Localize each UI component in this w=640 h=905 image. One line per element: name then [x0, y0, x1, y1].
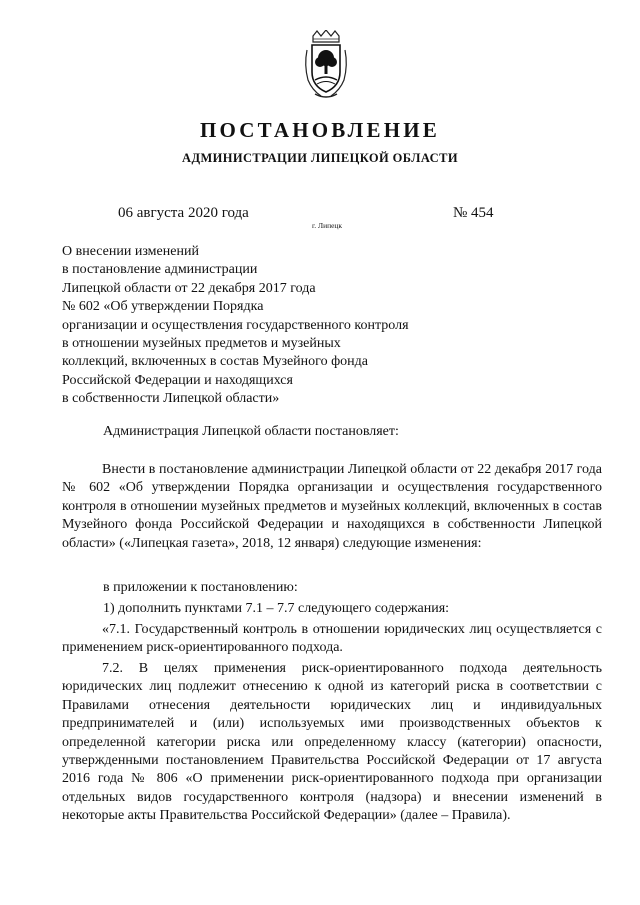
body-paragraph-1: Внести в постановление администрации Липецкой области от 22 декабря 2017 года № 602 «Об утверждении Порядка организации и осуществления государственного контроля в отношении музейных предметов и музейных коллекций, включенных в состав Музейного фонда Российской Федерации и находящихся в собственности Липецкой области» («Липецкая газета», 2018, 12 января) следующие изменения: — [62, 462, 602, 551]
document-subject — [62, 243, 482, 409]
body-line-item-1: 1) дополнить пунктами 7.1 – 7.7 следующего содержания: — [103, 601, 450, 616]
subject-line: № 602 «Об утверждении Порядка — [62, 299, 264, 315]
document-number: № 454 — [453, 205, 494, 221]
document-date: 06 августа 2020 года — [118, 205, 249, 221]
subject-line: Липецкой области от 22 декабря 2017 года — [62, 280, 316, 296]
body-paragraph-7-1: «7.1. Государственный контроль в отношении юридических лиц осуществляется с применением риск-ориентированного подхода. — [62, 622, 602, 656]
body-line-annex: в приложении к постановлению: — [103, 580, 298, 595]
preamble-text: Администрация Липецкой области постановляет: — [103, 424, 399, 439]
document-subtitle: АДМИНИСТРАЦИИ ЛИПЕЦКОЙ ОБЛАСТИ — [182, 151, 458, 165]
subject-line: организации и осуществления государственного контроля — [62, 317, 409, 333]
subject-line: Российской Федерации и находящихся — [62, 372, 293, 388]
subject-line: коллекций, включенных в состав Музейного фонда — [62, 354, 368, 370]
subject-line: в отношении музейных предметов и музейных — [62, 336, 341, 352]
subject-line: в собственности Липецкой области» — [62, 391, 280, 407]
subject-line: в постановление администрации — [62, 262, 258, 278]
document-title: ПОСТАНОВЛЕНИЕ — [199, 118, 441, 142]
document-city: г. Липецк — [312, 221, 343, 230]
subject-line: О внесении изменений — [62, 244, 199, 259]
coat-of-arms-icon — [303, 30, 349, 102]
body-paragraph-7-2: 7.2. В целях применения риск-ориентированного подхода деятельность юридических лиц подлежит отнесению к одной из категорий риска в соответствии с Правилами отнесения деятельности юридических лиц и индивидуальных предпринимателей и (или) используемых ими производственных объектов к определенной категории риска или определенному классу (категории) опасности, утвержденными постановлением Правительства Российской Федерации от 17 августа 2016 года № 806 «О применении риск-ориентированного подхода при организации отдельных видов государственного контроля (надзора) и внесении изменений в некоторые акты Правительства Российской Федерации» (далее – Правила). — [62, 661, 602, 824]
